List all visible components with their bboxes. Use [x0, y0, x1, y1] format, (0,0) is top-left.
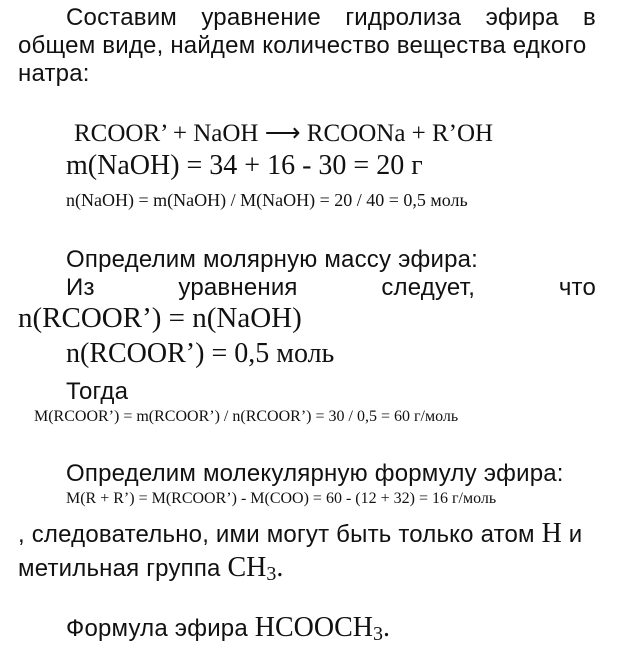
from-equation-line: [66, 274, 596, 302]
methyl-formula: [227, 552, 276, 583]
intro-line-3: натра:: [18, 60, 90, 87]
amount-ester-equation: n(RCOOR’) = 0,5 моль: [66, 338, 335, 369]
methyl-formula-base: CH: [227, 552, 267, 583]
intro-line-2: общем виде, найдем количество вещества едкого: [18, 32, 587, 59]
final-formula-line: [66, 614, 390, 648]
from-word: что: [558, 274, 596, 301]
methyl-end-period: .: [276, 552, 284, 583]
section-heading-formula: Определим молекулярную формулу эфира:: [66, 460, 564, 487]
intro-word: Составим: [66, 4, 178, 31]
intro-line-1: [66, 4, 596, 32]
ester-formula: [255, 612, 383, 643]
radicals-mass-equation: M(R + R’) = M(RCOOR’) - M(COO) = 60 - (12 + 32) = 16 г/моль: [66, 490, 497, 507]
ester-formula-base: HCOOCH: [254, 612, 373, 643]
intro-word: гидролиза: [345, 4, 462, 31]
amount-equality-equation: n(RCOOR’) = n(NaOH): [18, 302, 302, 334]
intro-word: эфира: [485, 4, 559, 31]
consequence-line-1: [18, 520, 598, 549]
intro-word: уравнение: [201, 4, 321, 31]
intro-word: в: [583, 4, 596, 31]
molar-mass-ester-equation: M(RCOOR’) = m(RCOOR’) / n(RCOOR’) = 30 / 0,5 = 60 г/моль: [34, 408, 459, 425]
methyl-text: метильная группа: [18, 555, 228, 582]
consequence-line-2: [18, 554, 283, 588]
section-heading-molar-mass: Определим молярную массу эфира:: [66, 246, 479, 273]
from-word: Из: [66, 274, 95, 301]
consequence-text: , следовательно, ими могут быть только атом: [18, 521, 542, 548]
ester-formula-subscript: 3: [373, 623, 383, 645]
then-text: Тогда: [66, 378, 129, 405]
final-end-period: .: [383, 612, 390, 643]
final-formula-text: Формула эфира: [66, 615, 255, 642]
methyl-formula-subscript: 3: [266, 563, 277, 585]
from-word: следует,: [381, 274, 476, 301]
amount-naoh-equation: n(NaOH) = m(NaOH) / M(NaOH) = 20 / 40 = 0,5 моль: [66, 190, 468, 210]
from-word: уравнения: [178, 274, 298, 301]
consequence-and-text: и: [561, 521, 583, 548]
reaction-equation: RCOOR’ + NaOH ⟶ RCOONa + R’OH: [74, 120, 494, 147]
mass-naoh-equation: m(NaOH) = 34 + 16 - 30 = 20 г: [66, 150, 423, 181]
hydrogen-atom-symbol: H: [541, 518, 562, 549]
